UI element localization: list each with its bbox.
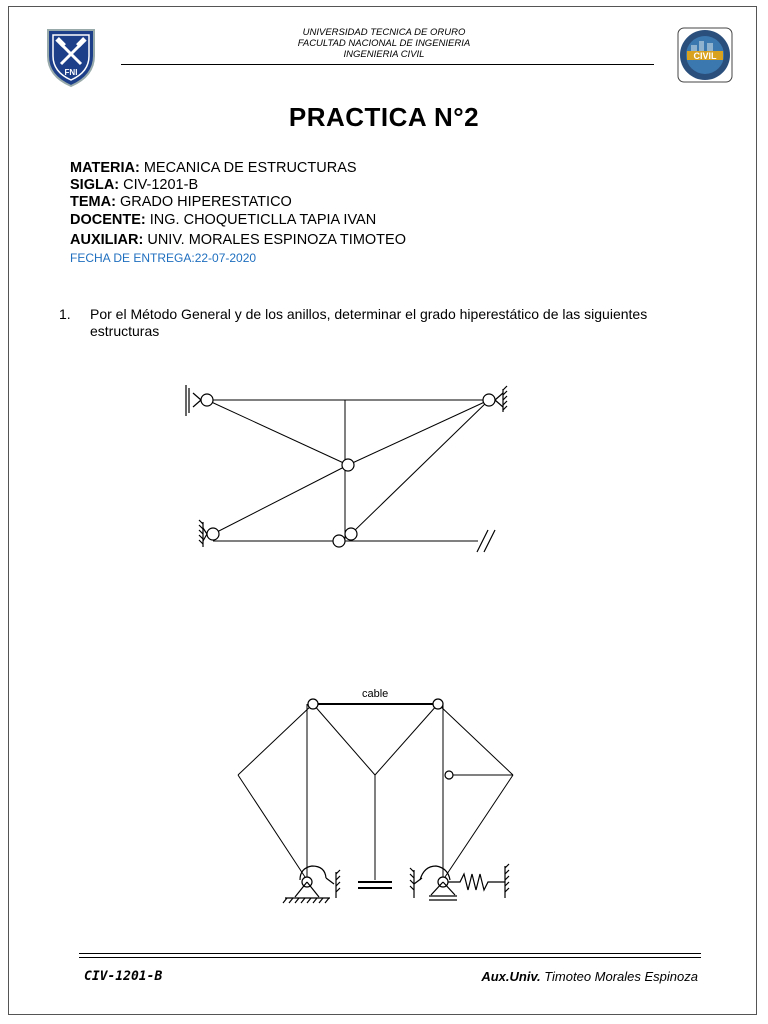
materia-label: MATERIA: xyxy=(70,160,140,176)
sigla-value: CIV-1201-B xyxy=(119,177,199,193)
fni-logo-text: FNI xyxy=(64,68,78,77)
header-divider xyxy=(121,64,654,65)
auxiliar-line xyxy=(70,232,406,249)
cable-label: cable xyxy=(362,688,389,700)
faculty-name: FACULTAD NACIONAL DE INGENIERIA xyxy=(297,38,471,49)
auxiliar-label: AUXILIAR: xyxy=(70,232,144,248)
page-title: PRACTICA N°2 xyxy=(288,102,480,132)
civil-logo xyxy=(677,27,733,83)
sigla-label: SIGLA: xyxy=(70,177,120,193)
footer-course-code: CIV-1201-B xyxy=(84,969,163,984)
footer-author xyxy=(481,969,698,984)
footer-author-name: Timoteo Morales Espinoza xyxy=(540,969,698,984)
footer-divider-top xyxy=(79,953,701,954)
page-border xyxy=(8,6,757,1015)
sigla-line xyxy=(70,177,198,194)
fecha-entrega: FECHA DE ENTREGA:22-07-2020 xyxy=(70,251,257,265)
docente-value: ING. CHOQUETICLLA TAPIA IVAN xyxy=(145,212,377,228)
civil-logo-text: CIVIL xyxy=(693,51,717,61)
auxiliar-value: UNIV. MORALES ESPINOZA TIMOTEO xyxy=(143,232,406,248)
university-name: UNIVERSIDAD TECNICA DE ORURO xyxy=(302,27,466,38)
docente-label: DOCENTE: xyxy=(70,212,146,228)
tema-value: GRADO HIPERESTATICO xyxy=(115,194,292,210)
materia-value: MECANICA DE ESTRUCTURAS xyxy=(139,160,357,176)
question-number: 1. xyxy=(59,306,71,322)
career-name: INGENIERIA CIVIL xyxy=(343,49,425,60)
footer-divider-bottom xyxy=(79,957,701,958)
tema-label: TEMA: xyxy=(70,194,116,210)
docente-line xyxy=(70,212,376,229)
question-text: Por el Método General y de los anillos, determinar el grado hiperestático de las siguientes estructuras xyxy=(90,306,648,339)
tema-line xyxy=(70,194,292,211)
footer-author-title: Aux.Univ. xyxy=(481,969,541,984)
materia-line xyxy=(70,160,357,177)
